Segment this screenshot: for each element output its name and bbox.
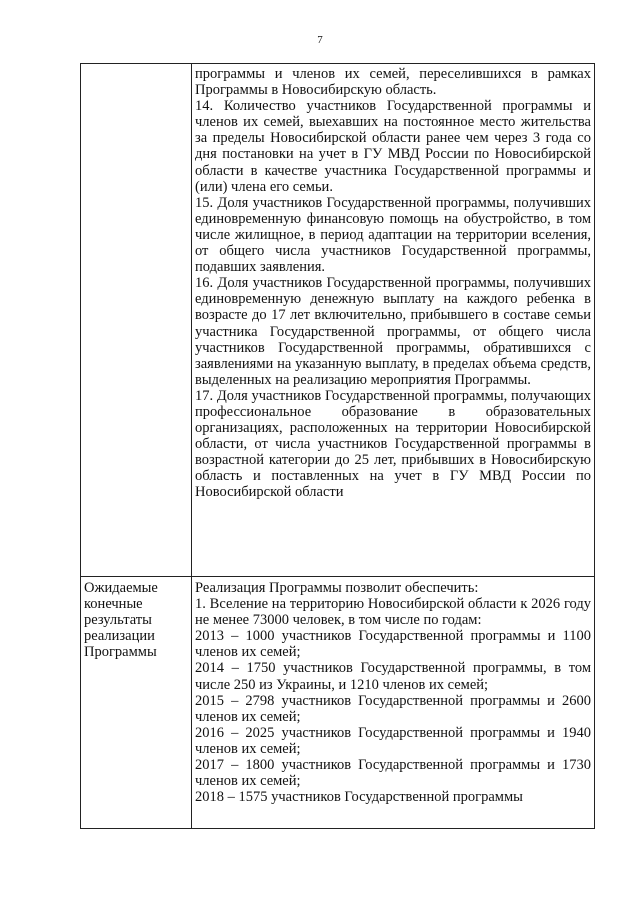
- row-label-cell: [81, 64, 192, 577]
- program-passport-table: [80, 63, 595, 829]
- paragraph: 2013 – 1000 участников Государственной программы и 1100 членов их семей;: [195, 628, 591, 661]
- page-number: 7: [317, 34, 323, 46]
- paragraph: 2017 – 1800 участников Государственной программы и 1730 членов их семей;: [195, 757, 591, 790]
- row-content-cell: [192, 577, 595, 829]
- paragraph: 2018 – 1575 участников Государственной программы: [195, 789, 523, 806]
- row-label-cell: Ожидаемые конечные результаты реализации Программы: [81, 577, 192, 829]
- paragraph: 2014 – 1750 участников Государственной программы, в том числе 250 из Украины, и 1210 членов их семей;: [195, 660, 591, 693]
- paragraph: программы и членов их семей, переселившихся в рамках Программы в Новосибирскую область.: [195, 66, 591, 99]
- paragraph: 16. Доля участников Государственной программы, получивших единовременную денежную выплату на каждого ребенка в возрасте до 17 лет включительно, прибывшего в составе семьи участника Государственной программы, от общего числа участников Государственной программы, обратившихся с заявлениями на указанную выплату, в пределах объема средств, выделенных на реализацию мероприятия Программы.: [195, 275, 591, 388]
- table-row: [81, 64, 595, 577]
- paragraph: 1. Вселение на территорию Новосибирской области к 2026 году не менее 73000 человек, в том числе по годам:: [195, 596, 591, 629]
- paragraph: 2016 – 2025 участников Государственной программы и 1940 членов их семей;: [195, 724, 591, 757]
- paragraph: 15. Доля участников Государственной программы, получивших единовременную финансовую помощь на обустройство, в том числе жилищное, в период адаптации на территории вселения, от общего числа участников Государственной программы, подавших заявления.: [195, 194, 591, 276]
- row-content-cell: [192, 64, 595, 577]
- table-row: [81, 577, 595, 829]
- paragraph: Реализация Программы позволит обеспечить:: [195, 580, 479, 596]
- paragraph: 17. Доля участников Государственной программы, получающих профессиональное образование в образовательных организациях, расположенных на территории Новосибирской области, от числа участников Государственной программы в возрастной категории до 25 лет, прибывших в Новосибирскую область и поставленных на учет в ГУ МВД России по Новосибирской области: [195, 387, 591, 501]
- paragraph: 14. Количество участников Государственной программы и членов их семей, выехавших на постоянное место жительства за пределы Новосибирской области ранее чем через 3 года со дня постановки на учет в ГУ МВД России по Новосибирской области в качестве участника Государственной программы и (или) члена его семьи.: [195, 98, 591, 195]
- paragraph: 2015 – 2798 участников Государственной программы и 2600 членов их семей;: [195, 692, 591, 725]
